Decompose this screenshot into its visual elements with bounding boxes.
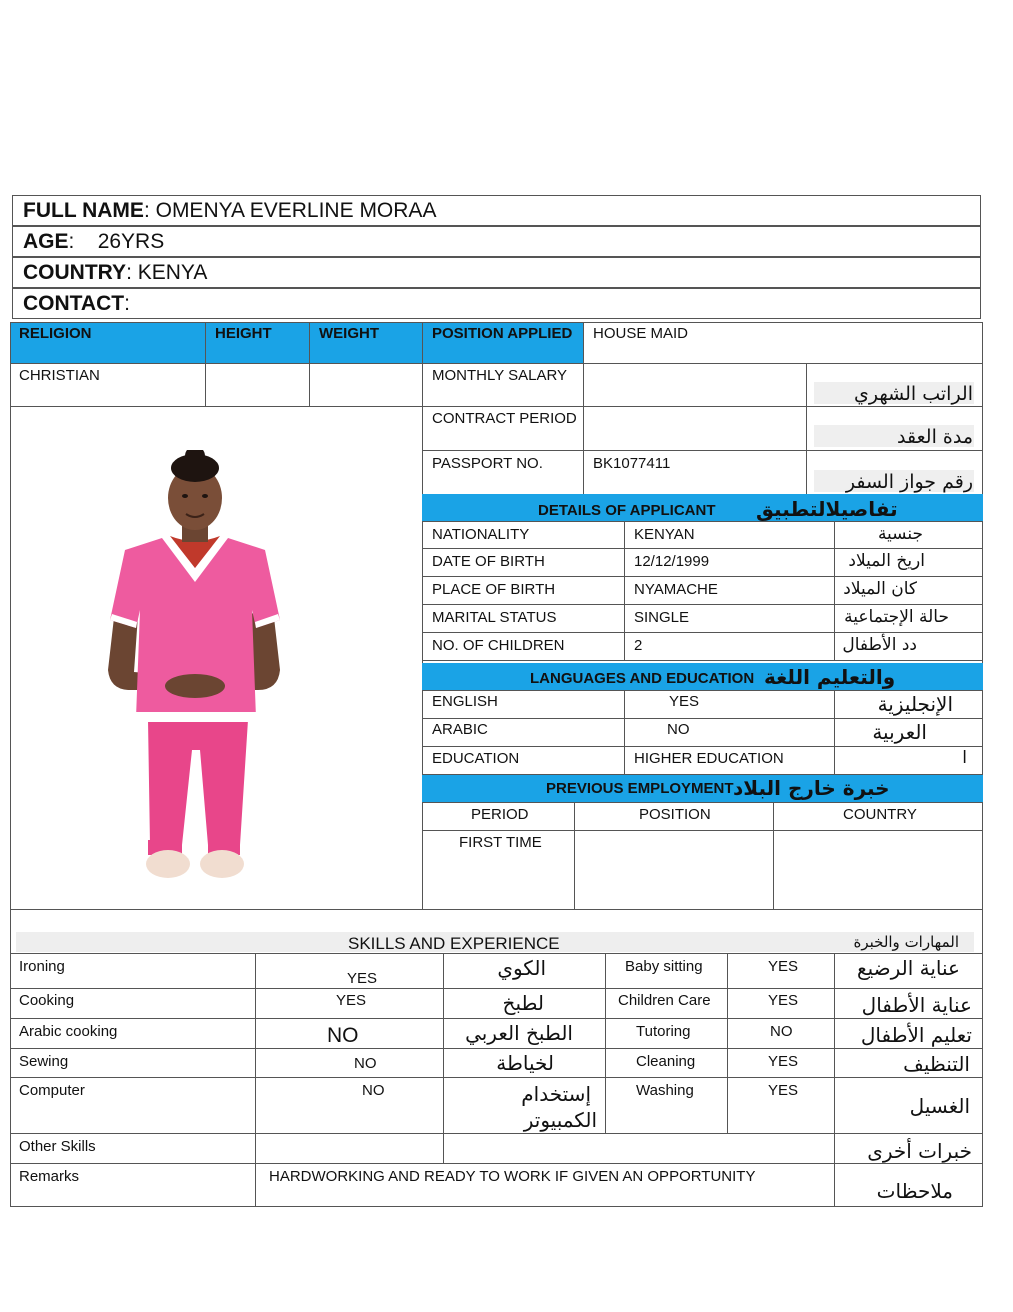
skill-ironing-ar: الكوي [497, 956, 546, 980]
employment-title: PREVIOUS EMPLOYMENT [546, 780, 734, 797]
children-ar: دد الأطفال [842, 635, 917, 655]
skill-tutoring-label: Tutoring [636, 1023, 691, 1040]
contract-period-ar: مدة العقد [897, 426, 973, 448]
skill-arabic-cooking-ar: الطبخ العربي [465, 1021, 573, 1045]
religion-header: RELIGION [19, 325, 92, 342]
weight-header: WEIGHT [319, 325, 379, 342]
skill-cleaning-ar: التنظيف [903, 1052, 970, 1076]
skill-sewing-ar: لخياطة [496, 1051, 554, 1075]
monthly-salary-label: MONTHLY SALARY [432, 367, 568, 384]
skill-computer-label: Computer [19, 1082, 85, 1099]
english-label: ENGLISH [432, 693, 498, 710]
english-value: YES [669, 693, 700, 710]
nationality-label: NATIONALITY [432, 526, 530, 543]
arabic-label: ARABIC [432, 721, 488, 738]
nationality-ar: جنسية [877, 524, 923, 544]
height-header: HEIGHT [215, 325, 272, 342]
children-label: NO. OF CHILDREN [432, 637, 565, 654]
contact-row [12, 288, 981, 319]
age-label: AGE [23, 230, 69, 253]
position-applied-value: HOUSE MAID [593, 325, 689, 342]
other-skills-ar: خبرات أخرى [867, 1139, 972, 1163]
skill-cooking-value: YES [336, 992, 367, 1009]
skill-ironing-value: YES [347, 970, 378, 987]
religion-value: CHRISTIAN [19, 367, 100, 384]
skill-tutoring-value: NO [770, 1023, 793, 1040]
skill-baby-sitting-label: Baby sitting [625, 958, 703, 975]
skill-cleaning-value: YES [768, 1053, 799, 1070]
arabic-value: NO [667, 721, 690, 738]
skill-washing-value: YES [768, 1082, 799, 1099]
country-label: COUNTRY [23, 261, 127, 284]
marital-status-label: MARITAL STATUS [432, 609, 557, 626]
skill-cleaning-label: Cleaning [636, 1053, 696, 1070]
full-name-row [12, 195, 981, 226]
skill-washing-label: Washing [636, 1082, 694, 1099]
full-name-label: FULL NAME [23, 199, 144, 222]
details-title-ar: تفاصيلالتطبيق [756, 497, 898, 521]
nationality-value: KENYAN [634, 526, 695, 543]
skill-sewing-value: NO [354, 1055, 377, 1072]
employment-position-header: POSITION [639, 806, 711, 823]
arabic-ar: العربية [872, 720, 927, 744]
marital-status-value: SINGLE [634, 609, 690, 626]
skill-ironing-label: Ironing [19, 958, 65, 975]
skills-title: SKILLS AND EXPERIENCE [348, 934, 560, 953]
skill-baby-sitting-ar: عناية الرضيع [856, 956, 960, 980]
contact-value: : [124, 292, 130, 315]
skill-washing-ar: الغسيل [909, 1094, 970, 1118]
education-label: EDUCATION [432, 750, 520, 767]
pob-label: PLACE OF BIRTH [432, 581, 556, 598]
skill-tutoring-ar: تعليم الأطفال [860, 1023, 972, 1047]
employment-country-header: COUNTRY [843, 806, 917, 823]
position-applied-header: POSITION APPLIED [432, 325, 573, 342]
skill-cooking-ar: لطبخ [502, 991, 544, 1015]
skill-sewing-label: Sewing [19, 1053, 69, 1070]
remarks-value: HARDWORKING AND READY TO WORK IF GIVEN AN OPPORTUNITY [269, 1168, 756, 1185]
skill-computer-ar-line1: إستخدام [521, 1082, 591, 1106]
skill-cooking-label: Cooking [19, 992, 75, 1009]
dob-label: DATE OF BIRTH [432, 553, 545, 570]
education-ar: ا [962, 748, 967, 768]
passport-value: BK1077411 [593, 455, 671, 472]
marital-status-ar: حالة الإجتماعية [844, 607, 949, 627]
age-value: : 26YRS [68, 230, 165, 253]
skills-title-ar: المهارات والخبرة [853, 933, 959, 951]
remarks-ar: ملاحظات [876, 1179, 953, 1203]
dob-value: 12/12/1999 [634, 553, 710, 570]
education-value: HIGHER EDUCATION [634, 750, 784, 767]
skill-children-care-value: YES [768, 992, 799, 1009]
skill-baby-sitting-value: YES [768, 958, 799, 975]
details-title: DETAILS OF APPLICANT [538, 502, 716, 519]
remarks-label: Remarks [19, 1168, 80, 1185]
employment-title-ar: خبرة خارج البلاد [733, 776, 890, 800]
dob-ar: اريخ الميلاد [848, 551, 925, 571]
contract-period-label: CONTRACT PERIOD [432, 410, 577, 427]
age-row [12, 226, 981, 257]
pob-value: NYAMACHE [634, 581, 718, 598]
english-ar: الإنجليزية [877, 692, 953, 716]
passport-ar: رقم جواز السفر [845, 471, 973, 493]
skill-computer-value: NO [362, 1082, 385, 1099]
country-value: : KENYA [126, 261, 208, 284]
skill-children-care-label: Children Care [618, 992, 711, 1009]
children-value: 2 [634, 637, 643, 654]
skill-arabic-cooking-label: Arabic cooking [19, 1023, 118, 1040]
applicant-photo [100, 450, 290, 885]
skill-arabic-cooking-value: NO [327, 1024, 359, 1047]
other-skills-label: Other Skills [19, 1138, 96, 1155]
pob-ar: كان الميلاد [843, 579, 917, 599]
monthly-salary-ar: الراتب الشهري [854, 383, 973, 405]
languages-title: LANGUAGES AND EDUCATION [530, 670, 755, 687]
passport-label: PASSPORT NO. [432, 455, 543, 472]
languages-title-ar: والتعليم اللغة [764, 665, 896, 689]
employment-period-header: PERIOD [471, 806, 529, 823]
skill-children-care-ar: عناية الأطفال [861, 993, 972, 1017]
country-row [12, 257, 981, 288]
skill-computer-ar-line2: الكمبيوتر [523, 1108, 597, 1132]
full-name-value: : OMENYA EVERLINE MORAA [143, 199, 437, 222]
contact-label: CONTACT [23, 292, 125, 315]
employment-period-value: FIRST TIME [459, 834, 542, 851]
